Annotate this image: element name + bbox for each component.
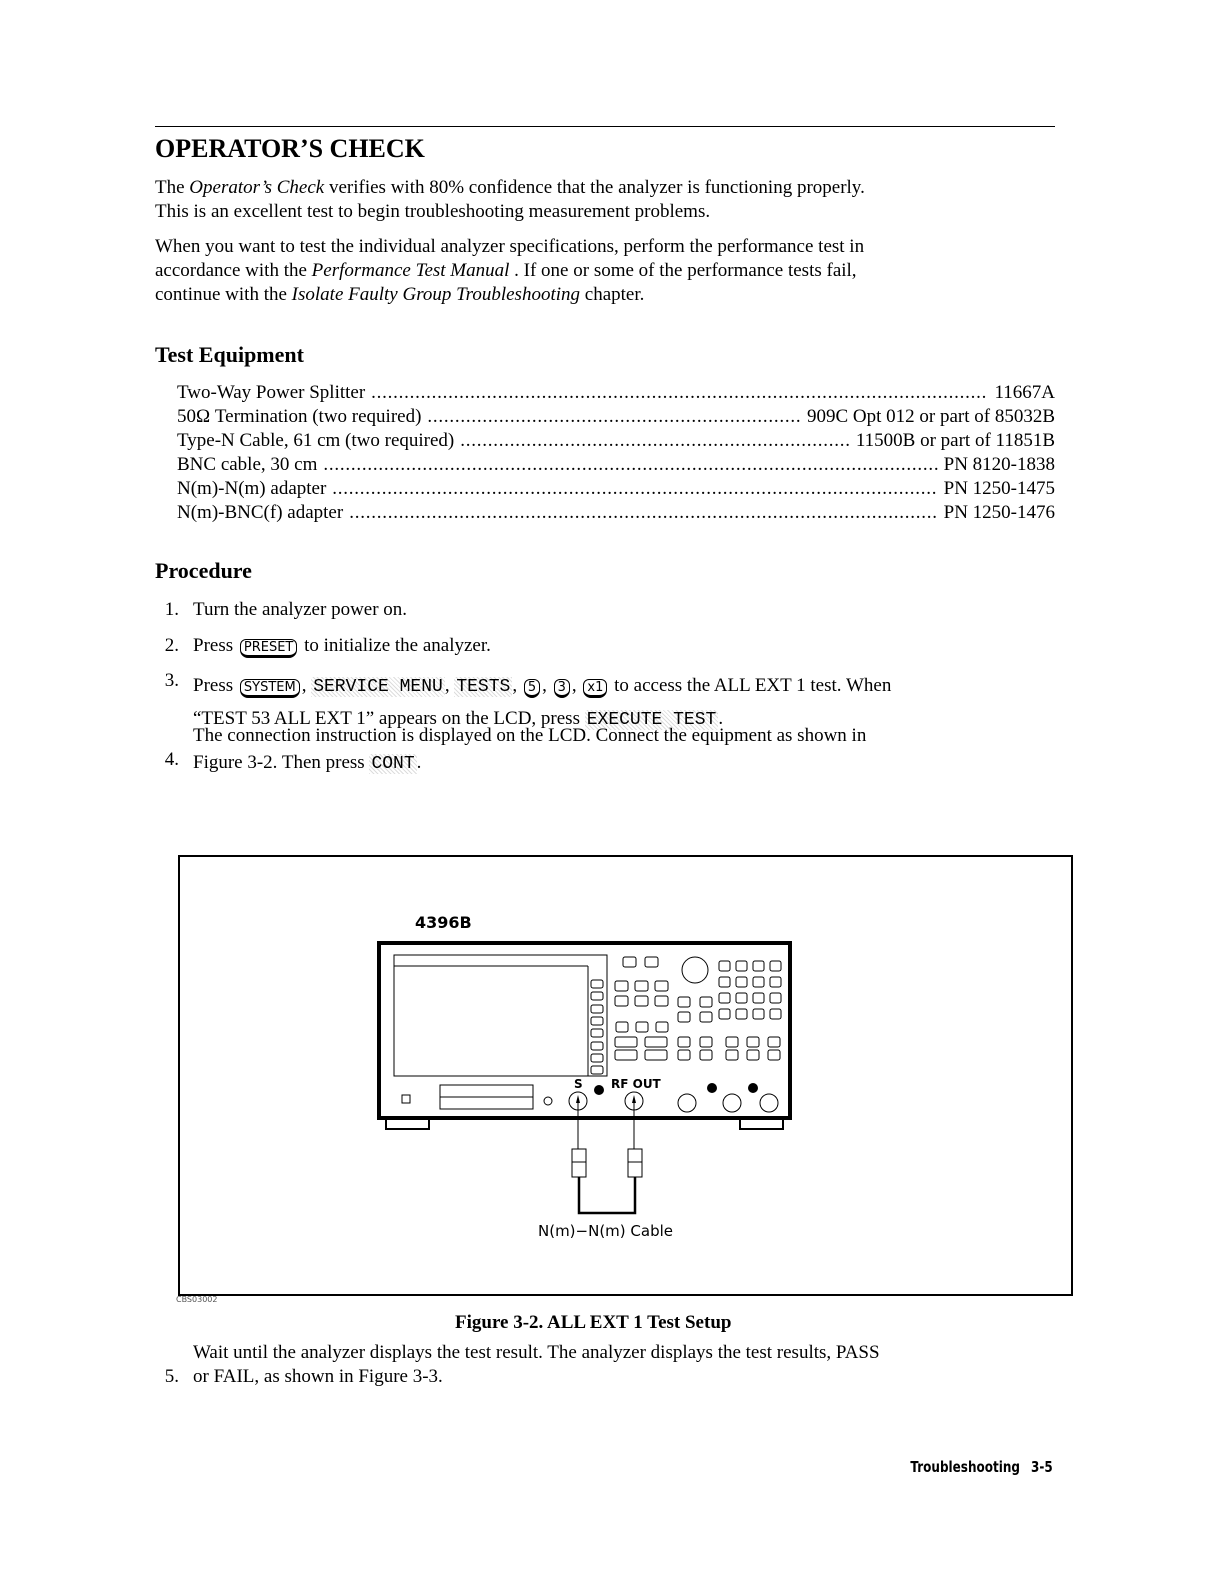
text: verifies with 80% confidence that the analyzer is functioning properly. (324, 177, 865, 198)
text: Press (193, 635, 234, 656)
instrument-label: 4396B (415, 913, 472, 932)
chapter-reference: Isolate Faulty Group Troubleshooting (291, 284, 581, 305)
footer-section: Troubleshooting (910, 1458, 1020, 1476)
analyzer-body (379, 943, 790, 1118)
text: continue with the (155, 284, 292, 305)
preset-key: PRESET (240, 639, 298, 658)
page-number: 3-5 (1031, 1458, 1053, 1476)
key-x1: x1 (583, 679, 607, 698)
manual-reference: Performance Test Manual (311, 260, 510, 281)
text: or FAIL, as shown in Figure 3-3. (193, 1366, 443, 1387)
cable-label: N(m)−N(m) Cable (538, 1222, 673, 1240)
softkey-cont: CONT (371, 754, 415, 774)
text: Wait until the analyzer displays the test result. The analyzer displays the test results, PASS (193, 1342, 880, 1363)
softkey-tests: TESTS (456, 677, 511, 697)
equipment-name: 50Ω Termination (two required) (177, 406, 422, 427)
text: chapter. (580, 284, 645, 305)
part-number: 11667A (994, 382, 1055, 403)
part-number: 909C Opt 012 or part of 85032B (806, 406, 1055, 427)
equipment-name: Two-Way Power Splitter (177, 382, 366, 403)
text: “TEST 53 ALL EXT 1” appears on the LCD, press (193, 708, 580, 729)
lcd-screen (394, 955, 607, 1076)
page-title: OPERATOR’S CHECK (155, 134, 425, 163)
equipment-name: Type-N Cable, 61 cm (two required) (177, 430, 455, 451)
equipment-name: N(m)-BNC(f) adapter (177, 502, 344, 523)
test-equipment-heading: Test Equipment (155, 342, 304, 367)
text: to initialize the analyzer. (304, 635, 491, 656)
step-3: 3. Press SYSTEM , SERVICE MENU , TESTS , 5 , 3 , x1 to access the ALL EXT 1 test. When “TEST 53 ALL EXT 1” appears on the LCD, press EXECUTE TEST . (155, 674, 891, 732)
text: . If one or some of the performance tests fail, (509, 260, 857, 281)
step-number: 1. (164, 599, 179, 620)
part-number: PN 8120-1838 (943, 454, 1055, 475)
part-number: PN 1250-1476 (943, 502, 1055, 523)
system-key: SYSTEM (240, 679, 300, 698)
part-number: PN 1250-1475 (943, 478, 1055, 499)
text: accordance with the (155, 260, 312, 281)
softkey-service-menu: SERVICE MENU (313, 677, 443, 697)
text: The connection instruction is displayed on the LCD. Connect the equipment as shown in (193, 725, 867, 746)
text: This is an excellent test to begin troubleshooting measurement problems. (155, 201, 711, 222)
port-rf-out-label: RF OUT (611, 1077, 661, 1091)
step-text: Turn the analyzer power on. (193, 599, 408, 620)
step-5 (155, 1342, 880, 1389)
step-number: 5. (164, 1366, 179, 1387)
text: Figure 3-2. Then press (193, 752, 365, 773)
text: When you want to test the individual analyzer specifications, perform the performance test in (155, 236, 865, 257)
step-4: 4. The connection instruction is displayed on the LCD. Connect the equipment as shown in Figure 3-2. Then press CONT . (155, 748, 866, 776)
text: The (155, 177, 190, 198)
equipment-name: BNC cable, 30 cm (177, 454, 318, 475)
emphasis: Operator’s Check (189, 177, 325, 198)
softkey-execute-test: EXECUTE TEST (586, 710, 717, 730)
figure-code: CBS03002 (176, 1295, 218, 1304)
power-switch (402, 1095, 410, 1103)
port-s-label: S (574, 1077, 583, 1091)
step-number: 2. (164, 635, 179, 656)
text: Press (193, 675, 234, 696)
key-5: 5 (524, 679, 540, 698)
text: to access the ALL EXT 1 test. When (614, 675, 892, 696)
step-number: 3. (164, 670, 179, 691)
equipment-name: N(m)-N(m) adapter (177, 478, 327, 499)
step-number: 4. (164, 749, 179, 770)
n-cable (579, 1177, 635, 1213)
figure-caption: Figure 3-2. ALL EXT 1 Test Setup (455, 1312, 732, 1333)
key-3: 3 (554, 679, 570, 698)
procedure-heading: Procedure (155, 558, 252, 583)
part-number: 11500B or part of 11851B (855, 430, 1055, 451)
